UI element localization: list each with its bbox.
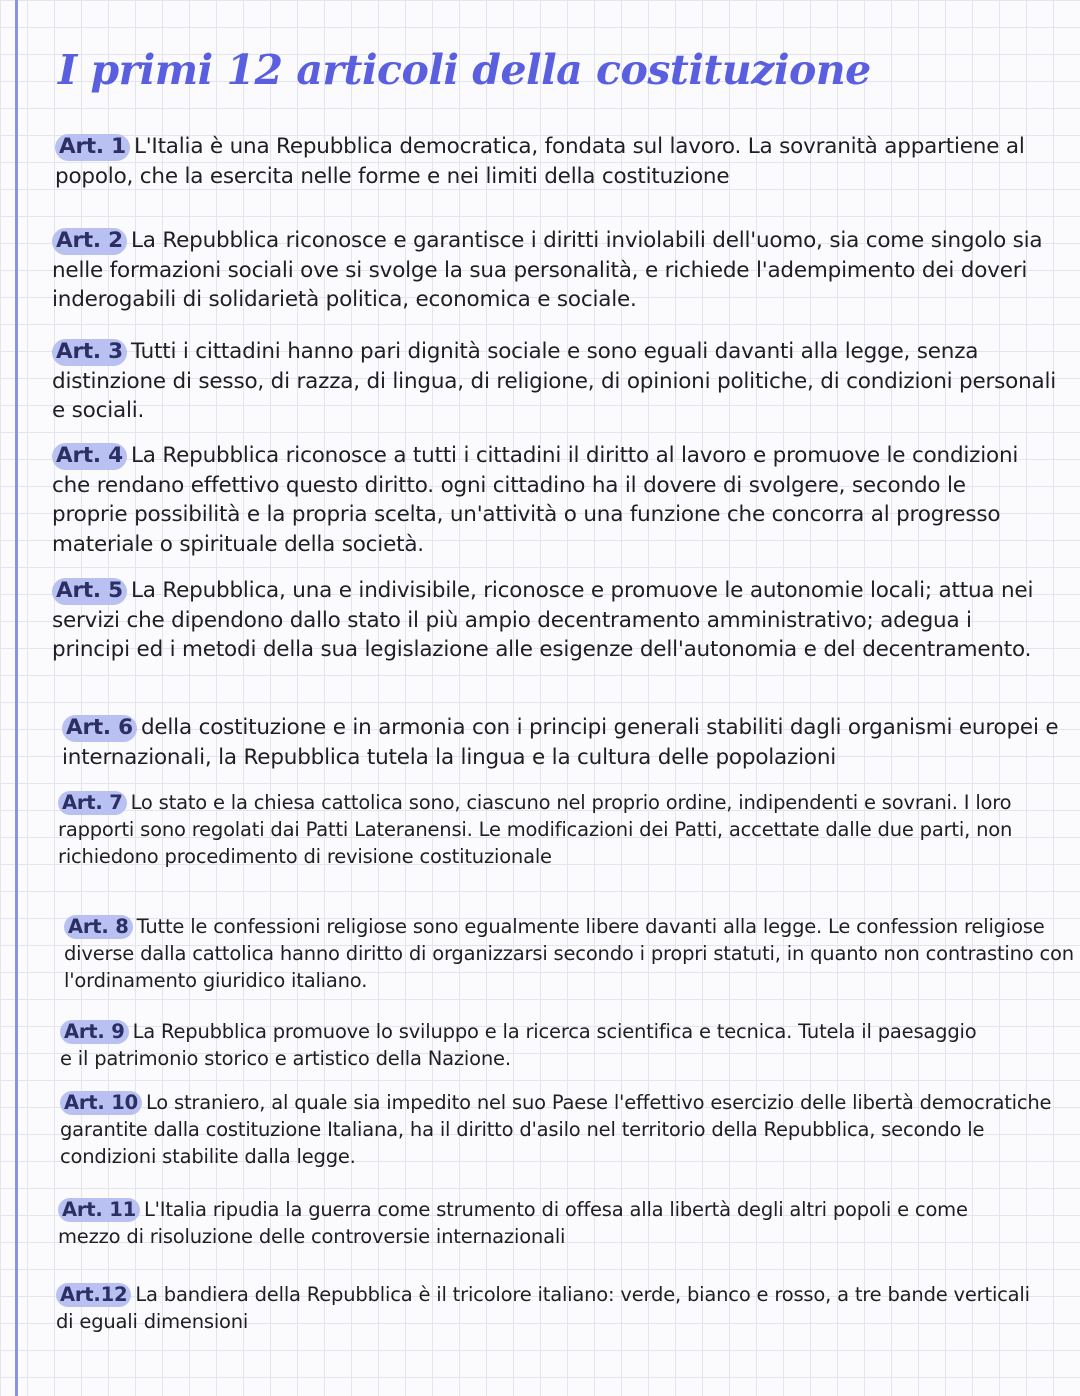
article-text: L'Italia ripudia la guerra come strumento di offesa alla libertà degli altri popoli e come mezzo di risoluzione delle controversie internazionali <box>58 1198 968 1248</box>
article-9 <box>60 1019 980 1073</box>
article-text: Lo stato e la chiesa cattolica sono, ciascuno nel proprio ordine, indipendenti e sovrani. I loro rapporti sono regolati dai Patti Lateranensi. Le modificazioni dei Patti, accettate dalle due parti, non richiedono procedimento di revisione costituzionale <box>58 791 1013 868</box>
article-label: Art. 2 <box>52 228 127 255</box>
article-label: Art. 5 <box>52 578 127 605</box>
article-label: Art. 7 <box>58 791 127 815</box>
article-2 <box>52 226 1064 315</box>
article-3 <box>52 337 1057 426</box>
article-10 <box>60 1090 1072 1171</box>
article-text: Lo straniero, al quale sia impedito nel suo Paese l'effettivo esercizio delle libertà democratiche garantite dalla costituzione Italiana, ha il diritto d'asilo nel territorio della Repubblica, secondo le condizioni stabilite dalla legge. <box>60 1091 1052 1168</box>
article-text: La Repubblica, una e indivisibile, riconosce e promuove le autonomie locali; attua nei servizi che dipendono dallo stato il più ampio decentramento amministrativo; adegua i principi ed i metodi della sua legislazione alle esigenze dell'autonomia e del decentramento. <box>52 578 1034 663</box>
article-1 <box>55 132 1045 191</box>
article-7 <box>58 790 1043 871</box>
article-label: Art.12 <box>56 1283 131 1307</box>
article-text: della costituzione e in armonia con i principi generali stabiliti dagli organismi europei e internazionali, la Repubblica tutela la lingua e la cultura delle popolazioni <box>62 715 1059 770</box>
article-label: Art. 8 <box>64 915 133 939</box>
article-text: La Repubblica riconosce e garantisce i diritti inviolabili dell'uomo, sia come singolo sia nelle formazioni sociali ove si svolge la sua personalità, e richiede l'adempimento dei doveri inderogabili di solidarietà politica, economica e sociale. <box>52 228 1043 313</box>
article-text: La Repubblica promuove lo sviluppo e la ricerca scientifica e tecnica. Tutela il paesaggio e il patrimonio storico e artistico della Nazione. <box>60 1020 977 1070</box>
article-label: Art. 10 <box>60 1091 142 1115</box>
page-title: I primi 12 articoli della costituzione <box>58 46 871 94</box>
article-text: La bandiera della Repubblica è il tricolore italiano: verde, bianco e rosso, a tre bande verticali di eguali dimensioni <box>56 1283 1030 1333</box>
article-label: Art. 4 <box>52 443 127 470</box>
article-label: Art. 6 <box>62 715 137 742</box>
article-5 <box>52 576 1052 665</box>
article-text: La Repubblica riconosce a tutti i cittadini il diritto al lavoro e promuove le condizioni che rendano effettivo questo diritto. ogni cittadino ha il dovere di svolgere, secondo le proprie possibilità e la propria scelta, un'attività o una funzione che concorra al progresso materiale o spirituale della società. <box>52 443 1019 557</box>
article-12 <box>56 1282 1046 1336</box>
article-label: Art. 3 <box>52 339 127 366</box>
article-label: Art. 1 <box>55 134 130 161</box>
article-text: Tutte le confessioni religiose sono egualmente libere davanti alla legge. Le confession religiose diverse dalla cattolica hanno diritto di organizzarsi secondo i propri statuti, in quanto non contrastino con l'ordinamento giuridico italiano. <box>64 915 1074 992</box>
article-11 <box>58 1197 978 1251</box>
article-label: Art. 11 <box>58 1198 140 1222</box>
article-text: Tutti i cittadini hanno pari dignità sociale e sono eguali davanti alla legge, senza distinzione di sesso, di razza, di lingua, di religione, di opinioni politiche, di condizioni personali e sociali. <box>52 339 1057 424</box>
article-8 <box>64 914 1076 995</box>
notebook-margin-line <box>15 0 18 1396</box>
article-label: Art. 9 <box>60 1020 129 1044</box>
article-6 <box>62 713 1072 772</box>
article-4 <box>52 441 1032 560</box>
article-text: L'Italia è una Repubblica democratica, fondata sul lavoro. La sovranità appartiene al popolo, che la esercita nelle forme e nei limiti della costituzione <box>55 134 1025 189</box>
